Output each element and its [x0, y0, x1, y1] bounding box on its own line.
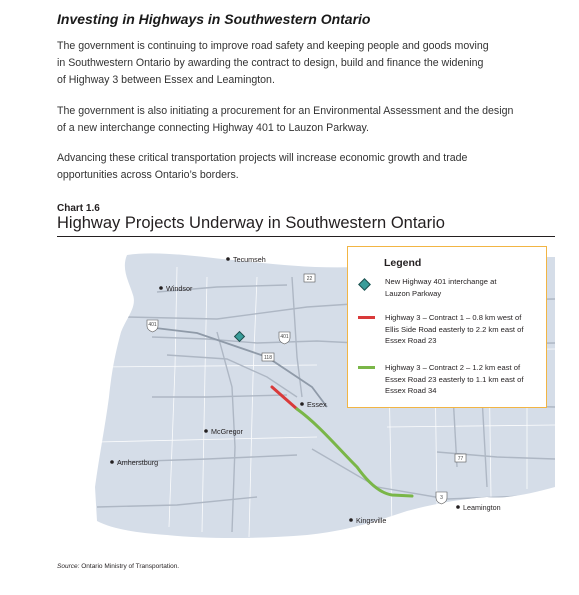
paragraph-line: The government is continuing to improve road safety and keeping people and goods moving [57, 40, 489, 52]
legend-line: Essex Road 23 easterly to 1.1 km east of [385, 374, 524, 384]
teal-diamond-icon [358, 278, 371, 291]
paragraph-line: of Highway 3 between Essex and Leamington. [57, 74, 275, 86]
place-label: Kingsville [356, 516, 387, 525]
shield-label: 118 [264, 355, 272, 361]
place-leamington [456, 503, 500, 512]
paragraph-line: opportunities across Ontario’s borders. [57, 169, 239, 181]
paragraph-line: in Southwestern Ontario by awarding the contract to design, build and finance the widening [57, 57, 484, 69]
shield-label: 401 [280, 334, 289, 340]
shield-label: 3 [440, 495, 443, 501]
source-prefix: Source: [57, 563, 80, 570]
map-legend [347, 246, 547, 408]
highway-77-shield [455, 454, 466, 462]
place-amherstburg [110, 458, 158, 467]
place-tecumseh [226, 255, 266, 264]
highway-22-shield [304, 274, 315, 282]
chart-title: Highway Projects Underway in Southwestern Ontario [57, 214, 445, 232]
highway-118-shield [262, 353, 274, 361]
legend-line: Highway 3 – Contract 1 – 0.8 km west of [385, 313, 522, 322]
paragraph-highway-3 [57, 38, 547, 89]
chart-source-note [57, 563, 179, 570]
source-text: Ontario Ministry of Transportation. [79, 563, 180, 570]
section-title: Investing in Highways in Southwestern Ontario [57, 11, 371, 27]
legend-line: Lauzon Parkway [385, 288, 442, 298]
legend-line: Highway 3 – Contract 2 – 1.2 km east of [385, 363, 521, 372]
place-label: Leamington [463, 503, 501, 512]
legend-item-text [385, 312, 543, 347]
legend-line: Ellis Side Road easterly to 2.2 km east of [385, 324, 524, 334]
legend-item-text [385, 362, 543, 397]
legend-line: Essex Road 34 [385, 386, 437, 395]
paragraph-economic-growth [57, 150, 547, 184]
place-label: Windsor [166, 284, 193, 293]
paragraph-line: Advancing these critical transportation projects will increase economic growth and trade [57, 152, 468, 164]
shield-label: 22 [306, 276, 313, 282]
place-label: McGregor [211, 427, 243, 436]
legend-line: New Highway 401 interchange at [385, 277, 497, 286]
place-label: Essex [307, 400, 327, 409]
red-line-icon [358, 316, 375, 319]
legend-title: Legend [384, 257, 422, 269]
legend-line: Essex Road 23 [385, 336, 437, 345]
place-label: Tecumseh [233, 255, 266, 264]
legend-item-text [385, 276, 543, 299]
paragraph-interchange [57, 103, 547, 137]
paragraph-line: The government is also initiating a procurement for an Environmental Assessment and the design [57, 105, 514, 117]
chart-number-label: Chart 1.6 [57, 203, 100, 214]
place-mcgregor [204, 427, 243, 436]
paragraph-line: of a new interchange connecting Highway 401 to Lauzon Parkway. [57, 122, 369, 134]
place-label: Amherstburg [117, 458, 159, 467]
green-line-icon [358, 366, 375, 369]
shield-label: 401 [148, 322, 157, 328]
shield-label: 77 [457, 456, 464, 462]
